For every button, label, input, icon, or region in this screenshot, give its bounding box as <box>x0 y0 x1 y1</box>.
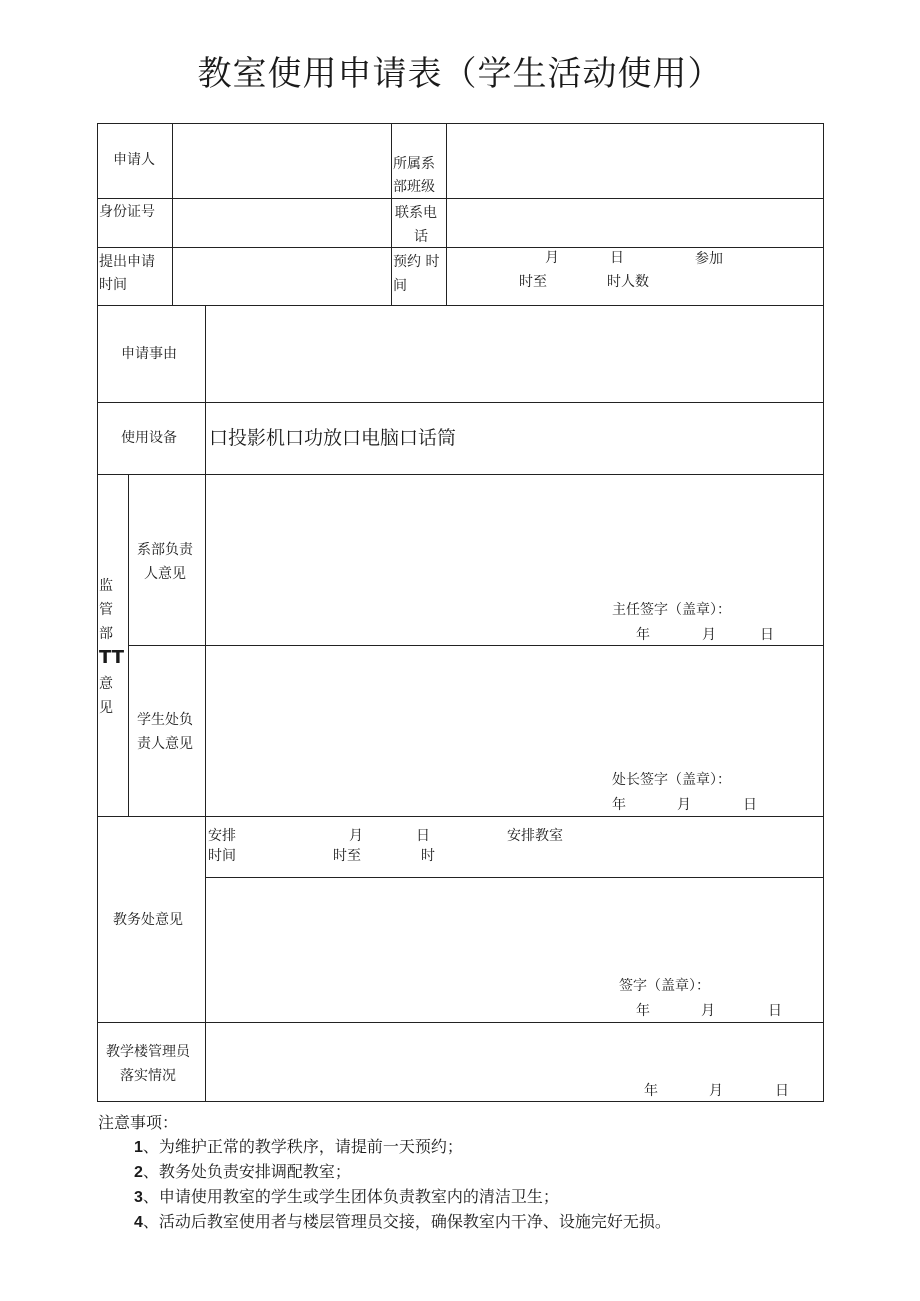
reserve-time-label-line1: 预约 时 <box>393 254 440 270</box>
id-number-field[interactable] <box>173 199 390 246</box>
supervision-label-char: 意 <box>99 676 113 692</box>
equipment-label: 使用设备 <box>121 430 177 446</box>
submit-time-field[interactable] <box>173 248 390 304</box>
student-office-label-line2: 责人意见 <box>137 736 193 752</box>
dept-head-opinion-field[interactable] <box>206 475 822 595</box>
note-item <box>98 1135 671 1160</box>
student-office-label-line1: 学生处负 <box>137 712 193 728</box>
dept-class-label-line1: 所属系 <box>393 156 435 172</box>
note-item <box>98 1160 671 1185</box>
arrange-day: 日 <box>416 828 430 844</box>
dept-head-label-line2: 人意见 <box>144 566 186 582</box>
col-line <box>391 123 392 305</box>
notes-section <box>98 1111 671 1235</box>
dept-class-field[interactable] <box>447 124 822 197</box>
building-manager-label-line2: 落实情况 <box>120 1068 176 1084</box>
dept-head-label-line1: 系部负责 <box>137 542 193 558</box>
supervision-label-char: 见 <box>99 700 113 716</box>
reserve-month: 月 <box>545 250 559 266</box>
note-number: 4 <box>134 1214 143 1231</box>
note-text: 、教务处负责安排调配教室； <box>142 1162 351 1181</box>
row-line <box>97 816 824 817</box>
note-number: 1 <box>134 1139 143 1156</box>
table-border-right <box>823 123 824 1102</box>
building-manager-field[interactable] <box>206 1023 822 1077</box>
chief-signature-label: 处长签字（盖章）： <box>612 772 731 788</box>
academic-opinion-field[interactable] <box>206 878 822 970</box>
dept-class-label-line2: 部班级 <box>393 179 435 195</box>
note-number: 2 <box>134 1164 143 1181</box>
arrange-time-label-line1: 安排 <box>208 828 236 844</box>
academic-month: 月 <box>701 1003 715 1019</box>
page-title: 教室使用申请表（学生活动使用） <box>197 54 723 94</box>
academic-signature-label: 签字（盖章）： <box>619 978 710 994</box>
phone-field[interactable] <box>447 199 822 246</box>
notes-heading: 注意事项： <box>98 1113 179 1132</box>
reserve-time-label-line2: 间 <box>393 278 407 294</box>
phone-label-line1: 联系电 <box>395 205 437 221</box>
submit-time-label-line1: 提出申请 <box>99 254 155 270</box>
arrange-hour-to: 时至 <box>333 848 361 864</box>
note-item <box>98 1185 671 1210</box>
reserve-hour-count: 时人数 <box>607 274 649 290</box>
submit-time-label-line2: 时间 <box>99 277 127 293</box>
phone-label-line2: 话 <box>414 229 428 245</box>
row-line <box>97 402 824 403</box>
building-day: 日 <box>775 1083 789 1099</box>
arrange-time-label-line2: 时间 <box>208 848 236 864</box>
director-signature-label: 主任签字（盖章）： <box>612 602 731 618</box>
applicant-label: 申请人 <box>113 152 155 168</box>
note-text: 、活动后教室使用者与楼层管理员交接，确保教室内干净、设施完好无损。 <box>142 1212 671 1231</box>
reserve-day: 日 <box>610 250 624 266</box>
academic-day: 日 <box>768 1003 782 1019</box>
student-office-year: 年 <box>612 797 626 813</box>
academic-year: 年 <box>636 1003 650 1019</box>
dept-head-year: 年 <box>636 627 650 643</box>
reserve-hour-to: 时至 <box>519 274 547 290</box>
equipment-options[interactable]: 口投影机口功放口电脑口话筒 <box>209 427 457 449</box>
note-text: 、为维护正常的教学秩序，请提前一天预约； <box>142 1137 463 1156</box>
reason-field[interactable] <box>206 306 822 401</box>
table-border-left <box>97 123 98 1102</box>
student-office-day: 日 <box>743 797 757 813</box>
supervision-label-char: 管 <box>99 602 113 618</box>
supervision-label-char: 部 <box>99 626 113 642</box>
note-text: 、申请使用教室的学生或学生团体负责教室内的清洁卫生； <box>142 1187 559 1206</box>
dept-head-month: 月 <box>702 627 716 643</box>
arrange-month: 月 <box>349 828 363 844</box>
supervision-label-char: 监 <box>99 578 113 594</box>
col-line <box>128 474 129 816</box>
note-item <box>98 1210 671 1235</box>
building-manager-label-line1: 教学楼管理员 <box>106 1044 190 1060</box>
supervision-label-char: TT <box>99 647 124 668</box>
academic-office-label: 教务处意见 <box>113 912 183 928</box>
participants-label: 参加 <box>695 251 723 267</box>
applicant-field[interactable] <box>173 124 390 197</box>
building-year: 年 <box>644 1083 658 1099</box>
id-number-label: 身份证号 <box>99 204 155 220</box>
reason-label: 申请事由 <box>121 346 177 362</box>
dept-head-day: 日 <box>760 627 774 643</box>
student-office-month: 月 <box>677 797 691 813</box>
building-month: 月 <box>709 1083 723 1099</box>
student-office-opinion-field[interactable] <box>206 646 822 764</box>
arrange-room-label: 安排教室 <box>507 828 563 844</box>
note-number: 3 <box>134 1189 143 1206</box>
arrange-hour: 时 <box>421 848 435 864</box>
